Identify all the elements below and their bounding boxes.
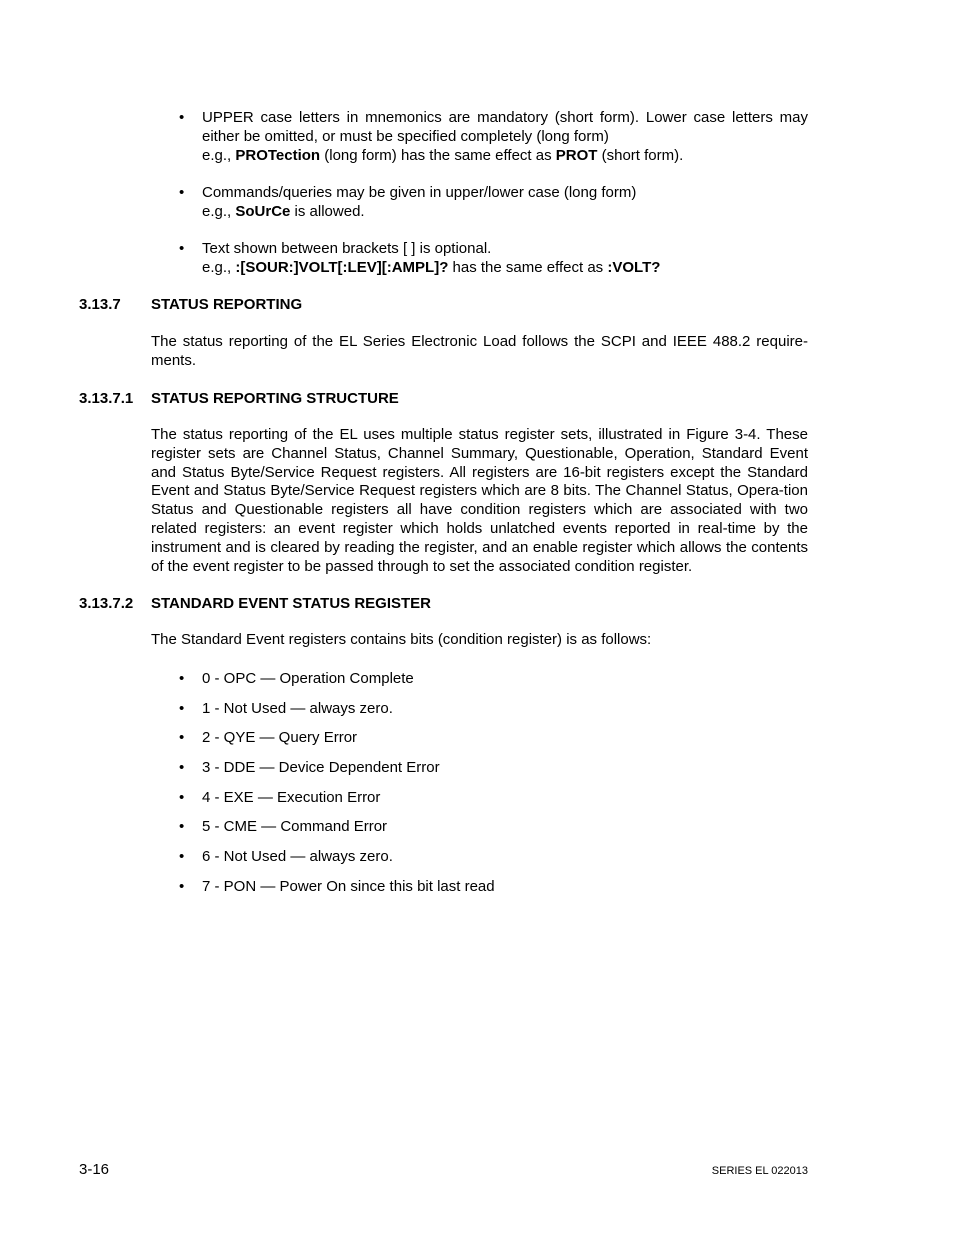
section-heading [79, 295, 302, 314]
bullet-marker: • [179, 700, 185, 717]
section-heading [79, 389, 399, 408]
bullet-item [202, 108, 808, 165]
list-item [179, 728, 357, 747]
section-heading [79, 594, 431, 613]
list-item [179, 817, 387, 836]
bullet-marker: • [179, 789, 185, 806]
list-item-text: 7 - PON — Power On since this bit last read [202, 878, 495, 895]
bullet-marker: • [179, 109, 185, 126]
bullet-marker: • [179, 184, 185, 201]
example-text: (long form) has the same effect as [320, 147, 556, 164]
bullet-text: Text shown between brackets [ ] is optional. [202, 240, 492, 257]
example-command: :VOLT? [607, 259, 661, 276]
list-item [179, 699, 393, 718]
list-item [179, 669, 414, 688]
page-number: 3-16 [79, 1161, 110, 1178]
example-text: has the same effect as [448, 259, 608, 276]
list-item-text: 4 - EXE — Execution Error [202, 789, 381, 806]
bullet-text: Commands/queries may be given in upper/lower case (long form) [202, 184, 637, 201]
bullet-marker: • [179, 670, 185, 687]
list-item-text: 1 - Not Used — always zero. [202, 700, 393, 717]
list-item-text: 3 - DDE — Device Dependent Error [202, 759, 440, 776]
bullet-item [202, 239, 808, 277]
paragraph: The status reporting of the EL Series Electronic Load follows the SCPI and IEEE 488.2 require-ments. [151, 333, 808, 369]
bullet-item [202, 183, 808, 221]
document-id: SERIES EL 022013 [711, 1165, 808, 1177]
bullet-marker: • [179, 878, 185, 895]
section-title: STATUS REPORTING STRUCTURE [151, 390, 399, 407]
section-number: 3.13.7.1 [79, 390, 134, 407]
section-number: 3.13.7.2 [79, 595, 134, 612]
example-command: PROTection [235, 147, 321, 164]
list-item-text: 0 - OPC — Operation Complete [202, 670, 414, 687]
list-item-text: 6 - Not Used — always zero. [202, 848, 393, 865]
paragraph: The status reporting of the EL uses multiple status register sets, illustrated in Figure 3-4. These register sets are Channel Status, Channel Summary, Questionable, Operation, Standard Event and Status Byte/Service Request registers. All registers are 16-bit registers except the Standard Event and Status Byte/Service Request registers which are 8 bits. The Channel Status, Opera-tion Status and Questionable registers all have condition registers which are associated with two related registers: an event register which holds unlatched events reported in real-time by the instrument and is cleared by reading the register, and an enable register which allows the contents of the event register to be passed through to set the associated condition register. [151, 426, 808, 575]
paragraph: The Standard Event registers contains bits (condition register) is as follows: [151, 631, 652, 648]
bullet-marker: • [179, 240, 185, 257]
example-command: :[SOUR:]VOLT[:LEV][:AMPL]? [235, 259, 449, 276]
example-command: SoUrCe [235, 203, 291, 220]
example-prefix: e.g., [202, 203, 236, 220]
example-prefix: e.g., [202, 147, 236, 164]
bullet-marker: • [179, 729, 185, 746]
example-text: (short form). [597, 147, 684, 164]
list-item-text: 5 - CME — Command Error [202, 818, 388, 835]
section-title: STATUS REPORTING [151, 296, 303, 313]
list-item [179, 847, 393, 866]
example-command: PROT [555, 147, 598, 164]
bullet-marker: • [179, 848, 185, 865]
bullet-marker: • [179, 759, 185, 776]
list-item-text: 2 - QYE — Query Error [202, 729, 358, 746]
bullet-marker: • [179, 818, 185, 835]
example-prefix: e.g., [202, 259, 236, 276]
example-text: is allowed. [290, 203, 365, 220]
section-title: STANDARD EVENT STATUS REGISTER [151, 595, 432, 612]
list-item [179, 788, 380, 807]
section-number: 3.13.7 [79, 296, 121, 313]
list-item [179, 877, 495, 896]
list-item [179, 758, 440, 777]
bullet-text: UPPER case letters in mnemonics are mandatory (short form). Lower case letters may either be omitted, or must be specified completely (long form) [202, 109, 808, 145]
